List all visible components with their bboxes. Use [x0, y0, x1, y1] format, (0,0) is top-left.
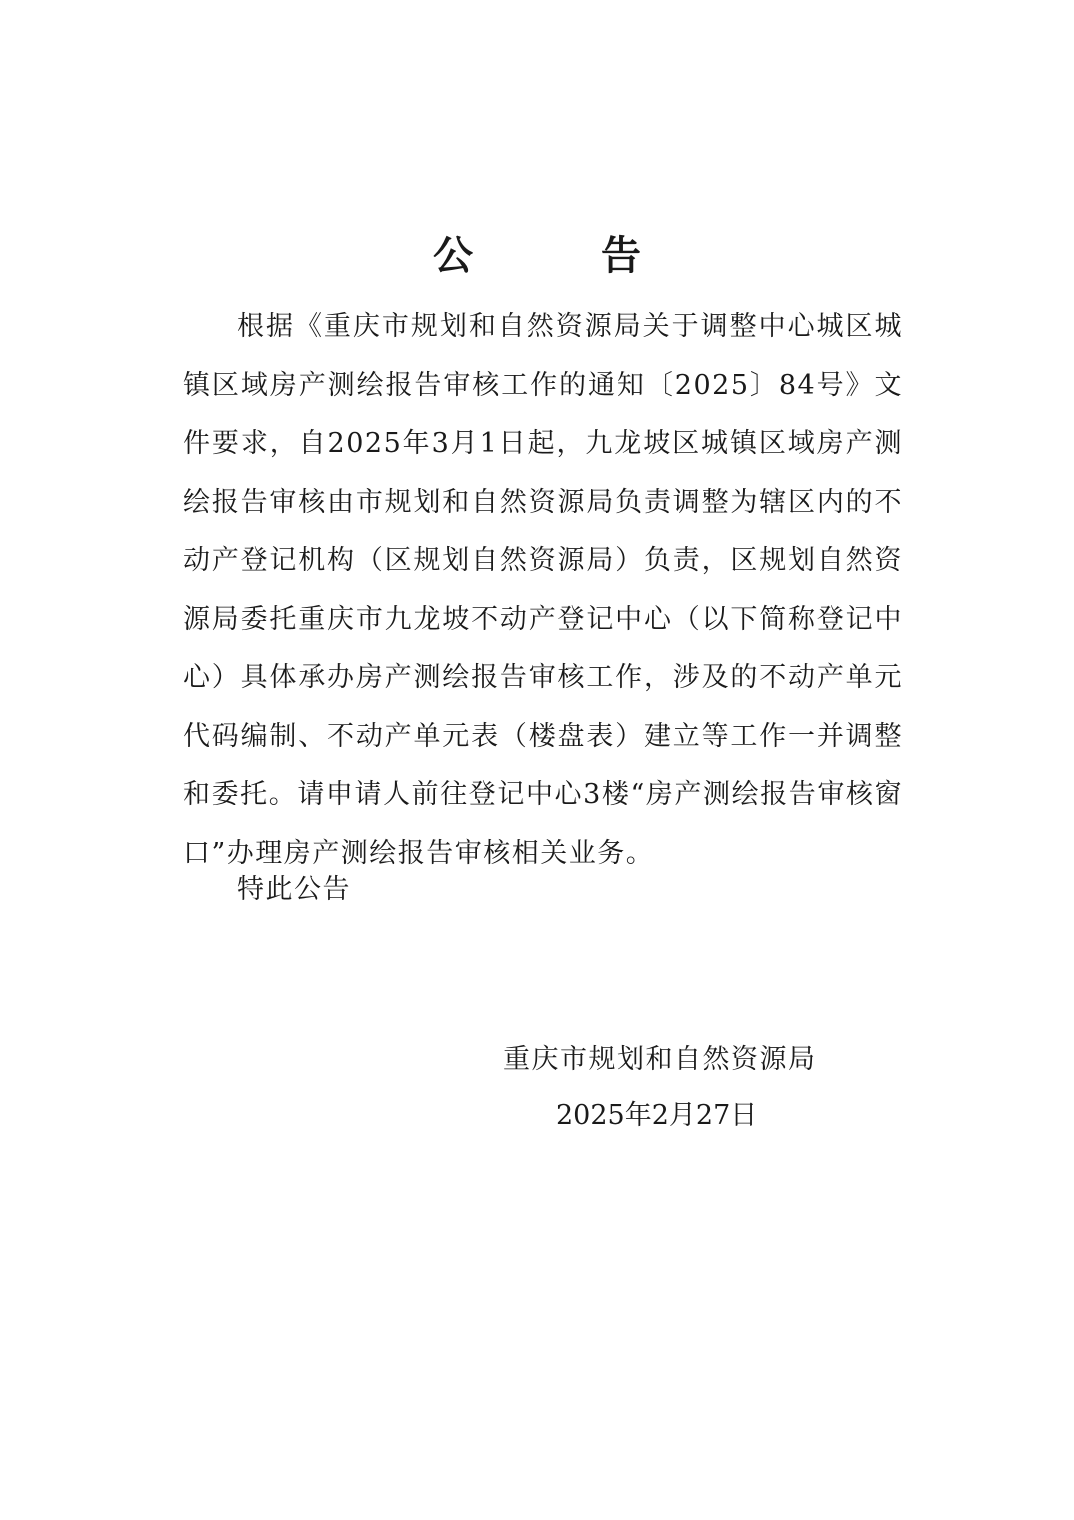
document-title: 公 告: [433, 232, 685, 279]
issuer-signature: 重庆市规划和自然资源局: [503, 1044, 817, 1075]
announcement-body: 根据《重庆市规划和自然资源局关于调整中心城区城镇区域房产测绘报告审核工作的通知〔2025〕84号》文件要求，自2025年3月1日起，九龙坡区城镇区域房产测绘报告审核由市规划和自然资源局负责调整为辖区内的不动产登记机构（区规划自然资源局）负责，区规划自然资源局委托重庆市九龙坡不动产登记中心（以下简称登记中心）具体承办房产测绘报告审核工作，涉及的不动产单元代码编制、不动产单元表（楼盘表）建立等工作一并调整和委托。请申请人前往登记中心3楼“房产测绘报告审核窗口”办理房产测绘报告审核相关业务。: [183, 311, 903, 869]
closing-phrase: 特此公告: [237, 874, 351, 905]
issue-date: 2025年2月27日: [556, 1100, 758, 1131]
